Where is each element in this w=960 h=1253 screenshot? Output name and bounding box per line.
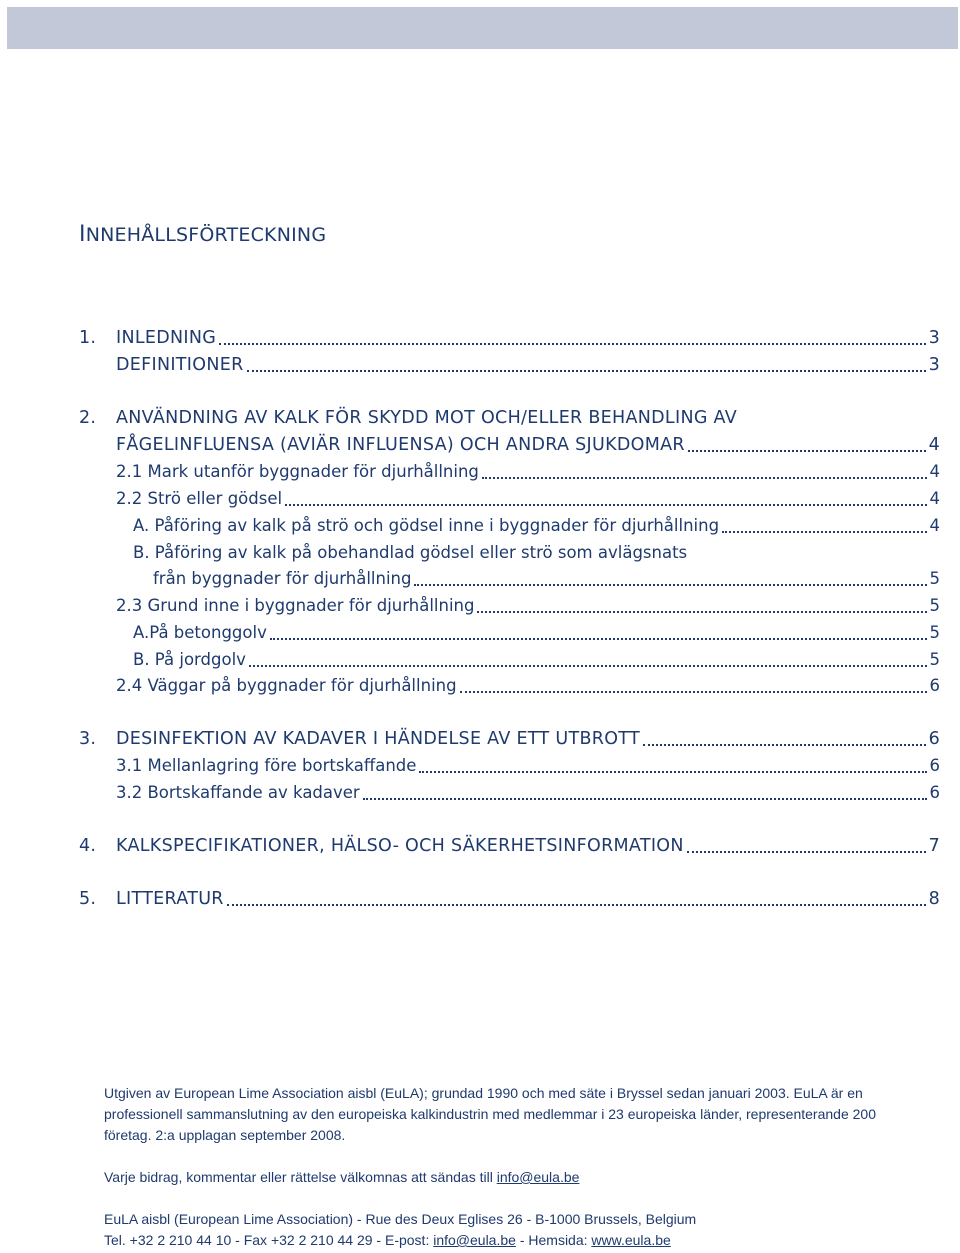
toc-leader-dots bbox=[643, 744, 926, 746]
toc-entry-page: 4 bbox=[928, 435, 940, 455]
toc-entry-title: B. På jordgolv bbox=[133, 650, 246, 669]
toc-entry-number: 5. bbox=[79, 889, 97, 909]
toc-entry-2-1[interactable] bbox=[116, 459, 940, 485]
toc-leader-dots bbox=[687, 851, 926, 853]
toc-entry-number: 2. bbox=[79, 408, 97, 428]
toc-entry-page: 4 bbox=[929, 489, 940, 508]
contact-text: Tel. +32 2 210 44 10 - Fax +32 2 210 44 29 - E-post: bbox=[104, 1232, 434, 1248]
toc-entry-page: 4 bbox=[929, 516, 940, 535]
toc-entry-page: 6 bbox=[928, 729, 940, 749]
toc-entry-number: 4. bbox=[79, 836, 97, 856]
website-label: - Hemsida: bbox=[515, 1232, 592, 1248]
toc-entry-page: 3 bbox=[928, 328, 940, 348]
toc-entry-title: ANVÄNDNING AV KALK FÖR SKYDD MOT OCH/ELLER BEHANDLING AV bbox=[116, 408, 737, 428]
toc-leader-dots bbox=[414, 584, 926, 586]
toc-entry-page: 5 bbox=[929, 650, 940, 669]
address-line: EuLA aisbl (European Lime Association) - Rue des Deux Eglises 26 - B-1000 Brussels, Belgium bbox=[104, 1211, 697, 1227]
toc-entry-2-3-b[interactable] bbox=[133, 647, 940, 673]
publisher-note bbox=[104, 1083, 904, 1146]
toc-entry-title: B. Påföring av kalk på obehandlad gödsel eller strö som avlägsnats bbox=[133, 543, 688, 562]
toc-entry-anvandning-line1[interactable] bbox=[79, 405, 940, 431]
toc-leader-dots bbox=[227, 904, 926, 906]
toc-leader-dots bbox=[285, 504, 926, 506]
toc-entry-page: 6 bbox=[929, 783, 940, 802]
toc-entry-2-3[interactable] bbox=[116, 593, 940, 619]
toc-entry-2-4[interactable] bbox=[116, 673, 940, 699]
toc-entry-title: 2.3 Grund inne i byggnader för djurhållning bbox=[116, 596, 475, 615]
toc-entry-title: från byggnader för djurhållning bbox=[153, 569, 412, 588]
toc-heading-rest: NNEHÅLLSFÖRTECKNING bbox=[85, 224, 327, 246]
toc-leader-dots bbox=[482, 477, 927, 479]
website-link[interactable]: www.eula.be bbox=[591, 1232, 671, 1248]
toc-entry-page: 7 bbox=[928, 836, 940, 856]
toc-leader-dots bbox=[722, 531, 926, 533]
toc-entry-page: 4 bbox=[929, 462, 940, 481]
toc-entry-title: DESINFEKTION AV KADAVER I HÄNDELSE AV ETT UTBROTT bbox=[116, 729, 640, 749]
toc-entry-inledning[interactable] bbox=[79, 325, 940, 351]
contact-email-link[interactable]: info@eula.be bbox=[433, 1232, 516, 1248]
toc-entry-3-2[interactable] bbox=[116, 780, 940, 806]
toc-entry-page: 5 bbox=[929, 596, 940, 615]
toc-entry-page: 5 bbox=[929, 569, 940, 588]
toc-entry-page: 6 bbox=[929, 676, 940, 695]
toc-leader-dots bbox=[219, 343, 925, 345]
publisher-text: Utgiven av European Lime Association aisbl (EuLA); grundad 1990 och med säte i Bryssel sedan januari 2003. EuLA är en professionell sammanslutning av den europeiska kalkindustrin med medlemmar i 23 europeiska länder, representerande 200 företag. 2:a upplagan september 2008. bbox=[104, 1085, 876, 1143]
toc-entry-2-2-b-line2[interactable] bbox=[153, 566, 940, 592]
toc-heading-initial: I bbox=[79, 222, 86, 247]
toc-entry-page: 6 bbox=[929, 756, 940, 775]
toc-leader-dots bbox=[249, 665, 927, 667]
contribution-email-link[interactable]: info@eula.be bbox=[496, 1169, 580, 1185]
toc-entry-2-3-a[interactable] bbox=[133, 620, 940, 646]
toc-entry-anvandning-line2[interactable] bbox=[116, 432, 940, 458]
toc-leader-dots bbox=[419, 771, 926, 773]
toc-entry-title: KALKSPECIFIKATIONER, HÄLSO- OCH SÄKERHETSINFORMATION bbox=[116, 836, 684, 856]
contribution-note bbox=[104, 1167, 904, 1188]
toc-entry-title: 3.2 Bortskaffande av kadaver bbox=[116, 783, 360, 802]
toc-entry-2-2-b-line1[interactable] bbox=[133, 540, 940, 566]
toc-entry-title: 2.2 Strö eller gödsel bbox=[116, 489, 283, 508]
toc-entry-3-1[interactable] bbox=[116, 753, 940, 779]
contact-info bbox=[104, 1209, 904, 1251]
toc-entry-2-2[interactable] bbox=[116, 486, 940, 512]
toc-leader-dots bbox=[363, 798, 927, 800]
toc-entry-title: A. Påföring av kalk på strö och gödsel inne i byggnader för djurhållning bbox=[133, 516, 720, 535]
toc-entry-page: 5 bbox=[929, 623, 940, 642]
contribution-text: Varje bidrag, kommentar eller rättelse välkomnas att sändas till bbox=[104, 1169, 497, 1185]
toc-leader-dots bbox=[477, 611, 926, 613]
toc-entry-kalkspecifikationer[interactable] bbox=[79, 833, 940, 859]
toc-entry-title: A.På betonggolv bbox=[133, 623, 267, 642]
toc-entry-number: 3. bbox=[79, 729, 97, 749]
toc-entry-page: 3 bbox=[928, 355, 940, 375]
toc-entry-2-2-a[interactable] bbox=[133, 513, 940, 539]
toc-leader-dots bbox=[270, 638, 927, 640]
toc-leader-dots bbox=[688, 450, 926, 452]
toc-entry-number: 1. bbox=[79, 328, 97, 348]
toc-entry-desinfektion[interactable] bbox=[79, 726, 940, 752]
toc-entry-definitioner[interactable] bbox=[116, 352, 940, 378]
toc-entry-title: 3.1 Mellanlagring före bortskaffande bbox=[116, 756, 417, 775]
toc-entry-litteratur[interactable] bbox=[79, 886, 940, 912]
toc-entry-title: 2.4 Väggar på byggnader för djurhållning bbox=[116, 676, 457, 695]
toc-entry-page: 8 bbox=[928, 889, 940, 909]
toc-entry-title: 2.1 Mark utanför byggnader för djurhållning bbox=[116, 462, 479, 481]
toc-entry-title: FÅGELINFLUENSA (AVIÄR INFLUENSA) OCH ANDRA SJUKDOMAR bbox=[116, 435, 685, 455]
toc-leader-dots bbox=[460, 691, 927, 693]
toc-leader-dots bbox=[247, 370, 926, 372]
toc-entry-title: INLEDNING bbox=[116, 328, 217, 348]
toc-entry-title: LITTERATUR bbox=[116, 889, 224, 909]
toc-entry-title: DEFINITIONER bbox=[116, 355, 244, 375]
